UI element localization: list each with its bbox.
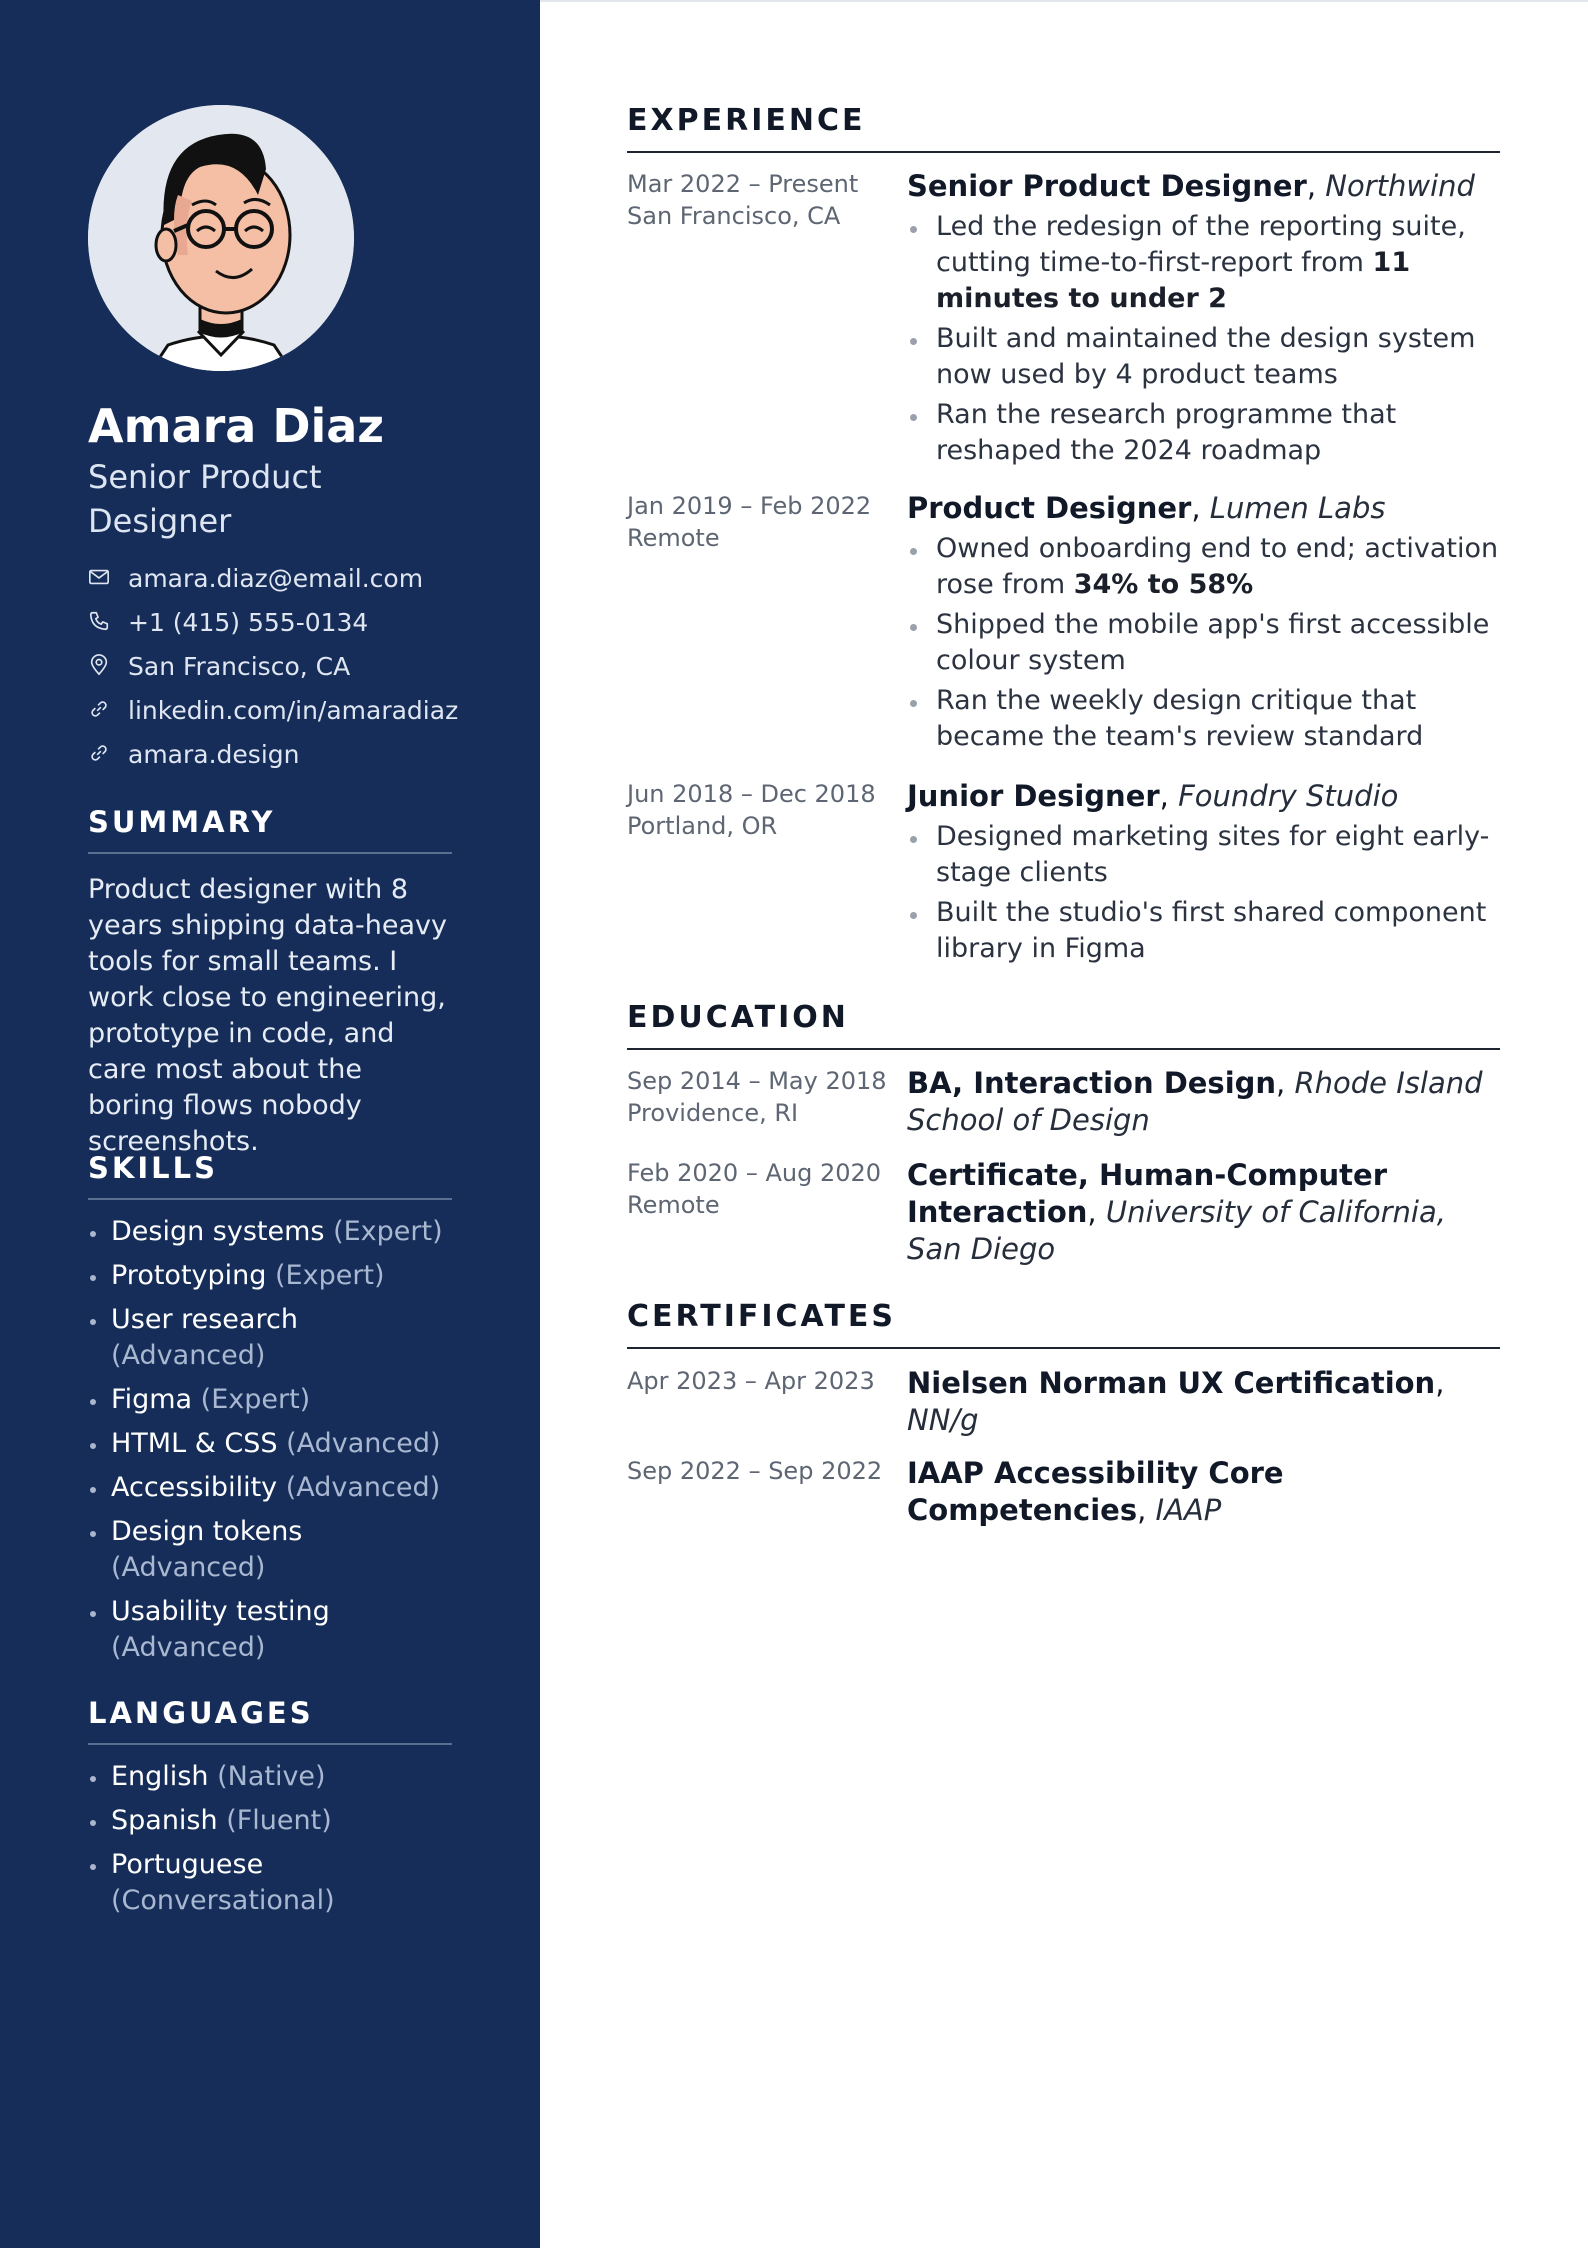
contact-location-text: San Francisco, CA [128,651,351,681]
entry-dates: Mar 2022 – Present [627,170,859,198]
skill-level: (Advanced) [286,1428,441,1459]
entry-org: University of California, San Diego [907,1195,1446,1266]
language-name: Spanish [111,1805,218,1836]
entry-body [907,168,1500,473]
contact-website[interactable] [88,732,458,776]
skill-name: HTML & CSS [111,1428,278,1459]
profile-title: Senior Product Designer [88,458,322,540]
entry-heading: Certificate, Human-Computer Interaction, University of California, San Diego [907,1158,1446,1266]
summary-text: Product designer with 8 years shipping data-heavy tools for small teams. I work close to engineering, prototype in code, and care most about the boring flows nobody screenshots. [88,874,447,1157]
entry-location: Providence, RI [627,1099,799,1127]
entry-dates: Sep 2022 – Sep 2022 [627,1457,883,1485]
skill-name: Accessibility [111,1472,278,1503]
contact-email[interactable] [88,556,458,600]
entry-meta [627,168,897,232]
list-item: Led the redesign of the reporting suite, cutting time-to-first-report from 11 minutes to under 2 [907,209,1500,317]
list-item [88,1594,452,1666]
entry-location: Portland, OR [627,812,778,840]
experience-heading: EXPERIENCE [627,101,1500,153]
list-item: Ran the research programme that reshaped the 2024 roadmap [907,397,1500,469]
entry-heading: Nielsen Norman UX Certification, NN/g [907,1366,1445,1437]
entry-role: BA, Interaction Design [907,1066,1277,1100]
entry-org: Foundry Studio [1178,779,1399,813]
skills-heading: SKILLS [88,1148,452,1200]
contact-linkedin-text: linkedin.com/in/amaradiaz [128,695,459,725]
entry-meta [627,1365,897,1397]
language-name: Portuguese [111,1849,264,1880]
entry-location: Remote [627,524,720,552]
list-item [88,1258,452,1294]
list-item: Built and maintained the design system now used by 4 product teams [907,321,1500,393]
list-item: Built the studio's first shared component library in Figma [907,895,1500,967]
contact-linkedin[interactable] [88,688,458,732]
avatar [88,105,354,371]
sidebar [0,0,540,2248]
language-level: (Fluent) [226,1805,332,1836]
entry-role: Junior Designer [907,779,1160,813]
skill-level: (Advanced) [285,1472,441,1503]
summary-section [88,802,452,1160]
skill-level: (Expert) [200,1384,311,1415]
mail-icon [88,566,112,590]
skill-level: (Expert) [275,1260,385,1291]
skills-section [88,1148,452,1674]
entry-org: Northwind [1325,169,1475,203]
entry-org: IAAP [1155,1493,1222,1527]
entry-dates: Jun 2018 – Dec 2018 [627,780,876,808]
skill-level: (Advanced) [111,1632,266,1663]
profile-name: Amara Diaz [88,399,385,453]
language-name: English [111,1761,209,1792]
entry-heading: Senior Product Designer, Northwind [907,169,1475,203]
entry-dates: Apr 2023 – Apr 2023 [627,1367,875,1395]
entry-body [907,1455,1500,1529]
skills-list [88,1214,452,1666]
list-item: Designed marketing sites for eight early-stage clients [907,819,1500,891]
entry-meta [627,1157,897,1221]
list-item: Owned onboarding end to end; activation rose from 34% to 58% [907,531,1500,603]
entry-org: Rhode Island School of Design [907,1066,1483,1137]
list-item [88,1382,452,1418]
languages-list [88,1759,452,1919]
entry-dates: Feb 2020 – Aug 2020 [627,1159,882,1187]
entry-bullets [907,209,1500,469]
entry-role: Nielsen Norman UX Certification [907,1366,1436,1400]
entry-location: Remote [627,1191,720,1219]
entry-role: IAAP Accessibility Core Competencies [907,1456,1284,1527]
skill-level: (Expert) [333,1216,443,1247]
education-heading: EDUCATION [627,998,1500,1050]
entry-heading: Product Designer, Lumen Labs [907,491,1386,525]
location-icon [88,654,112,678]
skill-name: Design tokens [111,1516,303,1547]
skill-name: Prototyping [111,1260,267,1291]
entry-body [907,1365,1500,1439]
avatar-illustration [88,105,354,371]
entry-meta [627,1455,897,1487]
contact-location [88,644,458,688]
contact-website-text: amara.design [128,739,300,769]
entry-meta [627,490,897,554]
contact-phone[interactable] [88,600,458,644]
entry-role: Senior Product Designer [907,169,1307,203]
skill-name: User research [111,1304,298,1335]
entry-role: Product Designer [907,491,1192,525]
entry-body [907,778,1500,971]
list-item [88,1470,452,1506]
entry-meta [627,778,897,842]
entry-bullets [907,531,1500,755]
entry-dates: Sep 2014 – May 2018 [627,1067,887,1095]
phone-icon [88,610,112,634]
entry-dates: Jan 2019 – Feb 2022 [627,492,872,520]
skill-name: Figma [111,1384,193,1415]
entry-org: Lumen Labs [1209,491,1386,525]
list-item: Shipped the mobile app's first accessible colour system [907,607,1500,679]
list-item [88,1426,452,1462]
languages-heading: LANGUAGES [88,1693,452,1745]
entry-body [907,490,1500,759]
skill-name: Design systems [111,1216,325,1247]
entry-location: San Francisco, CA [627,202,841,230]
language-level: (Native) [217,1761,326,1792]
entry-heading: BA, Interaction Design, Rhode Island School of Design [907,1066,1483,1137]
entry-heading: Junior Designer, Foundry Studio [907,779,1399,813]
summary-heading: SUMMARY [88,802,452,854]
language-level: (Conversational) [111,1885,335,1916]
entry-body [907,1065,1500,1139]
list-item [88,1514,452,1586]
skill-name: Usability testing [111,1596,330,1627]
top-rule [540,0,1588,2]
contact-list [88,556,458,776]
list-item [88,1803,452,1839]
contact-phone-text: +1 (415) 555-0134 [128,607,369,637]
list-item [88,1214,452,1250]
entry-role: Certificate, Human-Computer Interaction [907,1158,1388,1229]
languages-section [88,1693,452,1927]
entry-meta [627,1065,897,1129]
contact-email-text: amara.diaz@email.com [128,563,424,593]
link-icon [88,698,112,722]
skill-level: (Advanced) [111,1552,266,1583]
skill-level: (Advanced) [111,1340,266,1371]
list-item [88,1759,452,1795]
entry-bullets [907,819,1500,967]
list-item [88,1847,452,1919]
list-item: Ran the weekly design critique that became the team's review standard [907,683,1500,755]
entry-heading: IAAP Accessibility Core Competencies, IAAP [907,1456,1284,1527]
certificates-heading: CERTIFICATES [627,1297,1500,1349]
list-item [88,1302,452,1374]
entry-body [907,1157,1500,1268]
entry-org: NN/g [907,1403,979,1437]
link-icon [88,742,112,766]
